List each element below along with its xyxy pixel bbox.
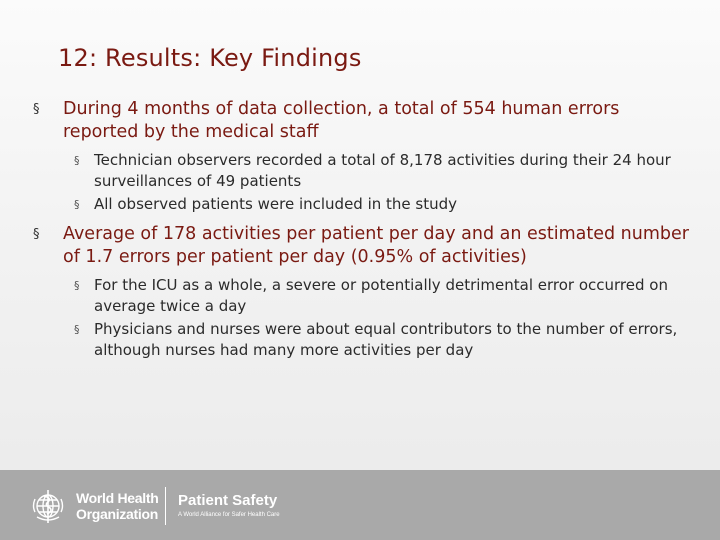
footer-bar bbox=[0, 470, 720, 540]
bullet-icon: § bbox=[33, 102, 40, 117]
bullet-icon: § bbox=[74, 154, 80, 167]
finding-2-sub-2-text: Physicians and nurses were about equal contributors to the number of errors, although nurses had many more activities per day bbox=[94, 320, 678, 359]
who-logo-text: World Health Organization bbox=[76, 490, 159, 522]
findings-list bbox=[33, 98, 693, 363]
finding-1-text: During 4 months of data collection, a total of 554 human errors reported by the medical staff bbox=[63, 99, 620, 142]
finding-2-sub-1 bbox=[33, 275, 693, 317]
bullet-icon: § bbox=[33, 227, 40, 242]
footer-divider bbox=[165, 487, 166, 525]
slide-title: 12: Results: Key Findings bbox=[58, 44, 362, 72]
who-emblem-icon bbox=[28, 486, 68, 526]
finding-2-text: Average of 178 activities per patient per day and an estimated number of 1.7 errors per patient per day (0.95% of activities) bbox=[63, 224, 689, 267]
finding-1-sub-2-text: All observed patients were included in the study bbox=[94, 195, 458, 213]
finding-1-sub-2 bbox=[33, 194, 693, 215]
finding-1 bbox=[33, 98, 693, 144]
finding-2 bbox=[33, 223, 693, 269]
bullet-icon: § bbox=[74, 323, 80, 336]
bullet-icon: § bbox=[74, 198, 80, 211]
finding-2-sub-2 bbox=[33, 319, 693, 361]
finding-1-sub-1-text: Technician observers recorded a total of 8,178 activities during their 24 hour surveillances of 49 patients bbox=[94, 151, 671, 190]
finding-1-sub-1 bbox=[33, 150, 693, 192]
patient-safety-tagline: A World Alliance for Safer Health Care bbox=[178, 512, 280, 518]
finding-2-sub-1-text: For the ICU as a whole, a severe or potentially detrimental error occurred on average twice a day bbox=[94, 276, 668, 315]
patient-safety-title: Patient Safety bbox=[178, 492, 278, 509]
bullet-icon: § bbox=[74, 279, 80, 292]
